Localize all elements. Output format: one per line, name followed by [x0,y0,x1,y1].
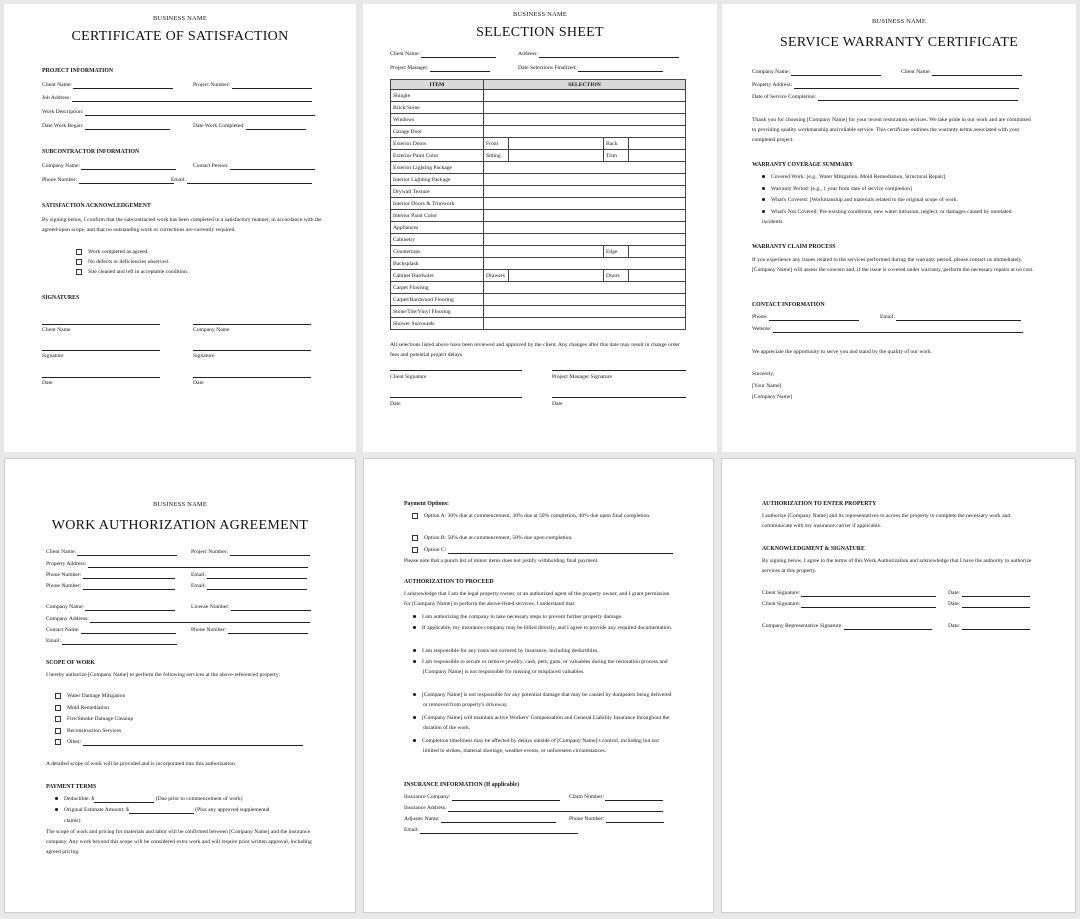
phone-number-field[interactable]: Phone Number: [42,176,174,184]
checkbox-icon[interactable] [55,693,61,699]
service-warranty-page [722,4,1076,452]
adjuster-name-field[interactable]: Adjuster Name: [404,815,556,823]
table-cell: Shower Surrounds [391,318,484,330]
list-item: Warranty Period: [e.g., 1 year from date of service completion] [762,185,912,193]
company-name-field[interactable]: Company Name: [46,603,175,611]
table-cell: Edge [604,246,629,258]
checkbox-icon[interactable] [76,269,82,275]
website-field[interactable]: Website: [752,325,1023,333]
insurance-address-field[interactable]: Insurance Address: [404,804,663,812]
table-cell: Carpet Flooring [391,282,484,294]
bullet-icon [413,626,416,629]
list-item: What's Not Covered: Pre-existing conditions, new water intrusion, neglect, or damages caused by unrelated incidents. [762,209,1012,225]
table-cell: Siding [484,150,509,162]
signature-line[interactable] [193,324,311,325]
business-name: BUSINESS NAME [512,11,568,18]
project-number-field[interactable]: Project Number: [191,548,310,556]
sign-off-company: [Company Name] [752,394,793,400]
signature-line[interactable] [552,370,686,371]
bullet-icon [413,693,416,696]
phone-number-field[interactable]: Phone Number: [191,626,308,634]
table-cell: Appliances [391,222,484,234]
signature-label: Date [552,401,563,407]
section-heading: ACKNOWLEDGMENT & SIGNATURE [762,546,865,552]
table-cell: Stone/Tile/Vinyl Flooring [391,306,484,318]
list-item: I am authorizing the company to take necessary steps to prevent further property damage. [413,612,663,622]
bullet-icon [413,660,416,663]
selection-cell[interactable] [484,126,686,138]
signature-label: Signature [193,353,215,359]
table-cell: Back [604,138,629,150]
section-heading: SIGNATURES [42,295,80,301]
table-cell: Interior Doors & Trimwork [391,198,484,210]
section-heading: SATISFACTION ACKNOWLEDGEMENT [42,203,151,209]
signature-line[interactable] [552,397,686,398]
section-heading: Payment Options: [404,501,449,507]
selection-cell[interactable] [484,258,686,270]
bullet-icon [413,739,416,742]
table-cell: Windows [391,114,484,126]
checkbox-icon[interactable] [55,728,61,734]
certificate-of-satisfaction-page [4,4,356,452]
signature-line[interactable] [42,377,160,378]
checkbox-icon[interactable] [55,705,61,711]
job-address-field[interactable]: Job Address: [42,94,312,102]
table-row [391,126,686,138]
signature-label: Date [390,401,401,407]
page-title: SELECTION SHEET [476,25,604,40]
list-item: What's Covered: [Workmanship and materials related to the original scope of work. [762,196,958,204]
authorization-text: I acknowledge that I am the legal property owner, or an authorized agent of the property owner, and I grant permission for [Company Name] to perform the above-listed services. I understand that: [404,591,670,607]
table-cell: Drawers [484,270,509,282]
selection-sheet-page [363,4,717,452]
table-cell: Backsplash [391,258,484,270]
list-item: If applicable, my insurance company may be billed directly, and I agree to provide any required documentation. [413,623,673,633]
approval-note: All selections listed above have been reviewed and approved by the client. Any changes after this date may result in change order fees and potential project delays. [390,342,680,358]
company-name-field[interactable]: Company Name: [42,162,176,170]
checkbox-item[interactable]: Fire/Smoke Damage Cleanup [55,715,133,723]
acknowledgement-text: By signing below, I confirm that the subcontracted work has been completed in a satisfactory manner, in accordance with the agreed-upon scope, and that no outstanding work or corrections are currently required. [42,217,322,233]
email-field[interactable]: Email: [191,582,307,590]
checkbox-item[interactable]: Other: [55,738,303,746]
checkbox-item[interactable]: Reconstruction Services [55,727,121,735]
selection-cell[interactable] [484,318,686,330]
table-row [391,198,686,210]
signature-label: Client Name [42,327,71,333]
selection-cell[interactable] [484,222,686,234]
selection-cell[interactable] [484,90,686,102]
client-name-field[interactable]: Client Name: [46,548,177,556]
section-heading: AUTHORIZATION TO PROCEED [404,579,494,585]
signature-label: Company Name [193,327,230,333]
table-cell: Countertops [391,246,484,258]
bullet-icon [762,210,765,213]
business-name: BUSINESS NAME [152,501,208,508]
checkbox-item[interactable]: Site cleaned and left in acceptable condition. [76,268,188,276]
enter-text: I authorize [Company Name] and its representatives to access the property to complete the necessary work and communicate with my insurance carrier if applicable. [762,513,1011,529]
work-description-field[interactable]: Work Description: [42,108,315,116]
checkbox-icon[interactable] [76,259,82,265]
signature-line[interactable] [193,377,311,378]
table-cell: Interior Paint Color [391,210,484,222]
selection-table [390,79,686,330]
email-field[interactable]: Email: [171,176,312,184]
signature-line[interactable] [193,350,311,351]
signature-line[interactable] [390,397,522,398]
rep-signature-field[interactable]: Company Representative Signature: [762,622,932,630]
list-item: Covered Work: [e.g., Water Mitigation, Mold Remediation, Structural Repair] [762,173,945,181]
section-heading: INSURANCE INFORMATION (If applicable) [404,782,520,788]
selection-cell[interactable] [484,210,686,222]
selection-cell[interactable] [509,138,604,150]
sign-off: Sincerely, [752,371,775,377]
list-item: I am responsible for any costs not covered by insurance, including deductibles. [413,646,663,656]
project-number-field[interactable]: Project Number: [193,81,312,89]
table-row [391,162,686,174]
table-cell: Cabinetry [391,234,484,246]
table-row [391,90,686,102]
date-field[interactable]: Date: [948,622,1030,630]
checkbox-icon[interactable] [55,739,61,745]
project-manager-field[interactable]: Project Manager: [390,64,490,72]
selection-cell[interactable] [509,150,604,162]
table-row [391,294,686,306]
checkbox-item[interactable]: Water Damage Mitigation [55,692,125,700]
table-row [391,174,686,186]
property-address-field[interactable]: Property Address: [752,81,1019,89]
section-heading: PROJECT INFORMATION [42,68,114,74]
sign-off-name: [Your Name] [752,383,782,389]
selection-cell[interactable] [484,234,686,246]
address-field[interactable]: Address: [518,50,679,58]
claim-number-field[interactable]: Claim Number: [569,793,663,801]
bullet-icon [413,615,416,618]
claim-text: If you experience any issues related to the services performed during the warranty period, please contact us immediately. [Company Name] will assess the concern and, if the issue is covered under warranty, perform the necessary repairs at no cost. [752,257,1034,273]
bullet-icon [762,175,765,178]
checkbox-item[interactable]: No defects or deficiencies observed. [76,258,169,266]
selection-cell[interactable] [484,282,686,294]
phone-number-field[interactable]: Phone Number: [569,815,664,823]
phone-number-field[interactable]: Phone Number: [46,571,175,579]
table-row [391,138,686,150]
page-title: SERVICE WARRANTY CERTIFICATE [779,35,1019,50]
acknowledgement-text: By signing below, I agree to the terms of this Work Authorization and acknowledge that I have the authority to authorize services at this property. [762,558,1032,574]
selection-cell[interactable] [484,186,686,198]
section-heading: AUTHORIZATION TO ENTER PROPERTY [762,501,877,507]
checkbox-item[interactable]: Option C: [412,546,673,554]
phone-field[interactable]: Phone: [752,313,859,321]
bullet-icon [55,797,58,800]
date-began-field[interactable]: Date Work Began: [42,122,170,130]
bullet-icon [55,808,58,811]
table-cell: Garage Door [391,126,484,138]
checkbox-item[interactable]: Mold Remediation [55,704,109,712]
table-cell: Exterior Lighting Package [391,162,484,174]
page-title: WORK AUTHORIZATION AGREEMENT [51,518,309,533]
table-row [391,318,686,330]
table-row [391,186,686,198]
estimate-field[interactable]: Original Estimate Amount: $ (Plus any approved supplemental [55,806,270,814]
client-name-field[interactable]: Client Name: [42,81,173,89]
table-row [391,258,686,270]
list-item: [Company Name] is not responsible for any potential damage that may be caused by dumpsters being delivered or removed from property's driveway. [413,690,673,710]
date-service-field[interactable]: Date of Service Completion: [752,93,1018,101]
table-cell: Trim [604,150,629,162]
insurance-company-field[interactable]: Insurance Company: [404,793,560,801]
signature-label: Client Signature [390,374,427,380]
selection-cell[interactable] [629,150,686,162]
table-cell: Doors [604,270,629,282]
table-cell: Shingle [391,90,484,102]
contact-name-field[interactable]: Contact Name: [46,626,176,634]
scope-note: A detailed scope of work will be provided and is incorporated into this authorization. [46,761,237,767]
table-row [391,102,686,114]
section-heading: SUBCONTRACTOR INFORMATION [42,149,140,155]
table-cell: Front [484,138,509,150]
client-name-field[interactable]: Client Name: [390,50,496,58]
checkbox-item[interactable]: Work completed as agreed. [76,248,149,256]
table-cell: Brick/Stone [391,102,484,114]
bullet-icon [762,198,765,201]
list-item: Completion timeliness may be affected by delays outside of [Company Name]'s control, including but not limited to strikes, material shortage, weather events, or unforeseen circumstances. [413,736,673,756]
signature-line[interactable] [42,324,160,325]
page-title: CERTIFICATE OF SATISFACTION [71,29,289,44]
bullet-icon [413,649,416,652]
date-finalized-field[interactable]: Date Selections Finalized: [518,64,663,72]
signature-label: Project Manager Signature [552,374,612,380]
selection-cell[interactable] [484,162,686,174]
selection-cell[interactable] [509,270,604,282]
business-name: BUSINESS NAME [871,18,927,25]
scope-text: I hereby authorize [Company Name] to perform the following services at the above-referenced property: [46,672,281,678]
phone-number-field[interactable]: Phone Number: [46,582,175,590]
selection-cell[interactable] [629,270,686,282]
client-signature-field[interactable]: Client Signature: [762,589,936,597]
closing-text: We appreciate the opportunity to serve you and stand by the quality of our work. [752,349,933,355]
checkbox-icon[interactable] [55,716,61,722]
table-cell: Drywall Texture [391,186,484,198]
checkbox-icon[interactable] [412,547,418,553]
authorization-to-enter-page [721,458,1076,913]
email-field[interactable]: Email: [880,313,1021,321]
client-name-field[interactable]: Client Name: [901,68,1022,76]
client-signature-field[interactable]: Client Signature: [762,600,936,608]
signature-line[interactable] [390,370,522,371]
property-address-field[interactable]: Property Address: [46,560,308,568]
table-cell: Exterior Paint Color [391,150,484,162]
signature-label: Date [193,380,204,386]
column-header: ITEM [391,80,484,90]
date-field[interactable]: Date: [948,600,1030,608]
table-row [391,246,686,258]
checkbox-item[interactable]: Option A: 30% due at commencement, 30% due at 50% completion, 40% due upon final completion. [412,511,684,521]
company-address-field[interactable]: Company Address: [46,615,310,623]
license-number-field[interactable]: License Number: [191,603,311,611]
selection-cell[interactable] [629,138,686,150]
email-field[interactable]: Email: [191,571,307,579]
column-header: SELECTION [484,80,686,90]
table-cell: Interior Lighting Package [391,174,484,186]
table-row [391,270,686,282]
section-heading: CONTACT INFORMATION [752,302,825,308]
signature-label: Date [42,380,53,386]
bullet-icon [762,187,765,190]
table-row [391,210,686,222]
table-row [391,150,686,162]
selection-cell[interactable] [484,294,686,306]
payment-text: The scope of work and pricing for materials and labor will be confirmed between [Company Name] and the insurance company. Any work beyond this scope will be considered extra work and will require prior written approval, including agreed pricing. [46,829,312,855]
table-cell: Exterior Doors [391,138,484,150]
checkbox-icon[interactable] [412,535,418,541]
deductible-field[interactable]: Deductible: $ (Due prior to commencement of work) [55,795,243,803]
signature-label: Signature [42,353,64,359]
table-row [391,222,686,234]
date-field[interactable]: Date: [948,589,1030,597]
selection-cell[interactable] [629,246,686,258]
checkbox-icon[interactable] [76,249,82,255]
company-name-field[interactable]: Company Name: [752,68,881,76]
section-heading: WARRANTY CLAIM PROCESS [752,244,836,250]
list-item: I am responsible to secure or remove jewelry, cash, pets, guns, or valuables during the restoration process and [Company Name] is not responsible for missing or misplaced valuables. [413,657,673,677]
contact-person-field[interactable]: Contact Person: [193,162,315,170]
payment-authorization-page [363,458,714,913]
date-completed-field[interactable]: Date Work Completed: [193,122,306,130]
section-heading: PAYMENT TERMS [46,784,97,790]
selection-cell[interactable] [484,102,686,114]
email-field[interactable]: Email: [46,637,177,645]
section-heading: WARRANTY COVERAGE SUMMARY [752,162,854,168]
table-row [391,306,686,318]
selection-cell[interactable] [484,198,686,210]
section-heading: SCOPE OF WORK [46,660,95,666]
bullet-icon [413,716,416,719]
intro-text: Thank you for choosing [Company Name] for your recent restoration services. We take pride in our work and are committed to providing quality workmanship and reliable service. This certificate outlines the warranty terms associated with your completed project. [752,117,1031,143]
signature-line[interactable] [42,350,160,351]
punch-list-note: Please note that a punch list of minor items does not justify withholding final payment. [404,558,599,564]
selection-cell[interactable] [484,306,686,318]
work-authorization-page [4,458,356,913]
table-row [391,234,686,246]
checkbox-item[interactable]: Option B: 50% due at commencement, 50% due upon completion. [412,534,573,542]
selection-cell[interactable] [484,174,686,186]
table-row [391,114,686,126]
table-cell: Carpet/Hardwood Flooring [391,294,484,306]
table-cell: Cabinet Hardware [391,270,484,282]
email-field[interactable]: Email: [404,826,578,834]
estimate-note: claims) [64,818,81,824]
business-name: BUSINESS NAME [152,15,208,22]
selection-cell[interactable] [484,246,604,258]
selection-cell[interactable] [484,114,686,126]
checkbox-icon[interactable] [412,513,418,519]
table-row [391,282,686,294]
list-item: [Company Name] will maintain active Workers' Compensation and General Liability Insurance throughout the duration of the work. [413,713,673,733]
